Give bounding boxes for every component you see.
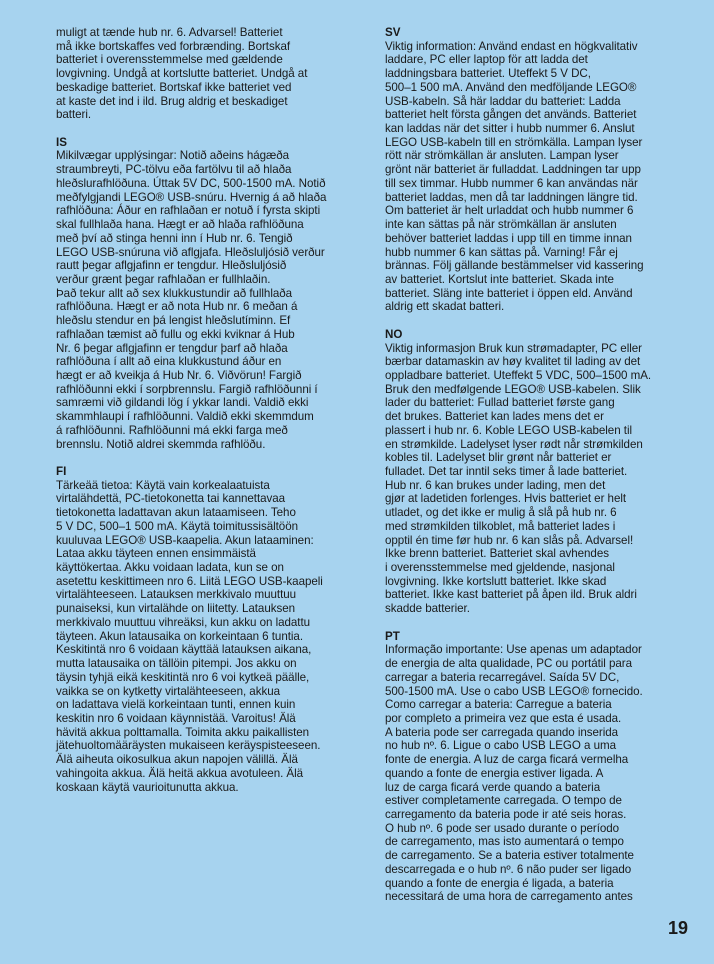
section-heading-no: NO <box>385 327 403 341</box>
section-heading-fi: FI <box>56 465 67 478</box>
right-column <box>385 26 677 904</box>
left-column <box>56 26 354 794</box>
section-text-da-continued: muligt at tænde hub nr. 6. Advarsel! Batteriet må ikke bortskaffes ved forbrænding. Bortskaf batteriet i overensstemmelse med gældende lovgivning. Undgå at kortslutte batteriet. Undgå at beskadige batteriet. Bortskaf ikke batteriet ved at kaste det ind i ild. Brug aldrig et beskadiget batteri. <box>56 26 308 122</box>
section-text-no: Viktig informasjon Bruk kun strømadapter, PC eller bærbar datamaskin av høy kvalitet til lading av det oppladbare batteriet. Uteffekt 5 VDC, 500–1500 mA. Bruk den medfølgende LEGO® USB-kabelen. Slik lader du batteriet: Fullad batteriet første gang det brukes. Batteriet kan lades mens det er plassert i hub nr. 6. Koble LEGO USB-kabelen til en strømkilde. Ladelyset lyser rødt når strømkilden kobles til. Ladelyset blir grønt når batteriet er fulladet. Det tar inntil seks timer å lade batteriet. Hub nr. 6 kan brukes under lading, men det gjør at ladetiden forlenges. Hvis batteriet er helt utladet, og det ikke er mulig å slå på hub nr. 6 med strømkilden tilkoblet, må batteriet lades i opptil én time før hub nr. 6 kan slås på. Advarsel! Ikke brenn batteriet. Batteriet skal avhendes i overensstemmelse med gjeldende, nasjonal lovgivning. Ikke kortslutt batteriet. Ikke skad batteriet. Ikke kast batteriet på åpen ild. Bruk aldri skadde batterier. <box>385 341 652 616</box>
section-text-fi: Tärkeää tietoa: Käytä vain korkealaatuista virtalähdettä, PC-tietokonetta tai kannettavaa tietokonetta ladattavan akun lataamiseen. Teho 5 V DC, 500–1 500 mA. Käytä toimitussisältöön kuuluvaa LEGO® USB-kaapelia. Akun lataaminen: Lataa akku täyteen ennen ensimmäistä käyttökertaa. Akku voidaan ladata, kun se on asetettu keskittimeen nro 6. Liitä LEGO USB-kaapeli virtalähteeseen. Latauksen merkkivalo muuttuu punaiseksi, kun virtalähde on liitetty. Latauksen merkkivalo muuttuu vihreäksi, kun akku on ladattu täyteen. Akun latausaika on korkeintaan 6 tuntia. Keskitintä nro 6 voidaan käyttää latauksen aikana, mutta latausaika on tällöin pitempi. Jos akku on täysin tyhjä eikä keskitintä nro 6 voi kytkeä päälle, vaikka se on kytketty virtalähteeseen, akkua on ladattava vielä korkeintaan tunti, ennen kuin keskitin nro 6 voidaan käynnistää. Varoitus! Älä hävitä akkua polttamalla. Toimita akku paikallisten jätehuoltomääräysten mukaiseen keräyspisteeseen. Älä aiheuta oikosulkua akun napojen välillä. Älä vahingoita akkua. Älä heitä akkua avotuleen. Älä koskaan käytä vaurioitunutta akkua. <box>56 478 323 794</box>
section-heading-is: IS <box>56 135 67 149</box>
section-heading-pt: PT <box>385 629 400 643</box>
page-number: 19 <box>667 918 688 938</box>
section-text-pt: Informação importante: Use apenas um adaptador de energia de alta qualidade, PC ou portátil para carregar a bateria recarregável. Saída 5V DC, 500-1500 mA. Use o cabo USB LEGO® fornecido. Como carregar a bateria: Carregue a bateria por completo a primeira vez que esta é usada. A bateria pode ser carregada quando inserida no hub nº. 6. Ligue o cabo USB LEGO a uma fonte de energia. A luz de carga ficará vermelha quando a fonte de energia estiver ligada. A luz de carga ficará verde quando a bateria estiver completamente carregada. O tempo de carregamento da bateria pode ir até seis horas. O hub nº. 6 pode ser usado durante o período de carregamento, mas isto aumentará o tempo de carregamento. Se a bateria estiver totalmente descarregada e o hub nº. 6 não puder ser ligado quando a fonte de energia é ligada, a bateria necessitará de uma hora de carregamento antes <box>385 643 643 904</box>
section-text-sv: Viktig information: Använd endast en högkvalitativ laddare, PC eller laptop för att ladda det laddningsbara batteriet. Uteffekt 5 V DC, 500–1 500 mA. Använd den medföljande LEGO® USB-kabeln. Så här laddar du batteriet: Ladda batteriet helt första gången det används. Batteriet kan laddas när det sitter i hubb nummer 6. Anslut LEGO USB-kabeln till en strömkälla. Lampan lyser rött när strömkällan är ansluten. Lampan lyser grönt när batteriet är fulladdat. Laddningen tar upp till sex timmar. Hubb nummer 6 kan användas när batteriet laddas, men då tar laddningen längre tid. Om batteriet är helt urladdat och hubb nummer 6 inte kan sättas på när strömkällan är ansluten behöver batteriet laddas i upp till en timme innan hubb nummer 6 kan sättas på. Varning! Får ej brännas. Följ gällande bestämmelser vid kassering av batteriet. Kortslut inte batteriet. Skada inte batteriet. Släng inte batteriet i öppen eld. Använd aldrig ett skadat batteri. <box>385 39 644 314</box>
section-heading-sv: SV <box>385 26 401 39</box>
section-text-is: Mikilvægar upplýsingar: Notið aðeins hágæða straumbreyti, PC-tölvu eða fartölvu til að hlaða hleðslurafhlöðuna. Úttak 5V DC, 500-1500 mA. Notið meðfylgjandi LEGO® USB-snúru. Hvernig á að hlaða rafhlöðuna: Áður en rafhlaðan er notuð í fyrsta skipti skal fullhlaða hana. Hægt er að hlaða rafhlöðuna með því að stinga henni inn í Hub nr. 6. Tengið LEGO USB-snúruna við aflgjafa. Hleðsluljósið verður rautt þegar aflgjafinn er tengdur. Hleðsluljósið verður grænt þegar rafhlaðan er fullhlaðin. Það tekur allt að sex klukkustundir að fullhlaða rafhlöðuna. Hægt er að nota Hub nr. 6 meðan á hleðslu stendur en þá lengist hleðslutíminn. Ef rafhlaðan tæmist að fullu og ekki kviknar á Hub Nr. 6 þegar aflgjafinn er tengdur þarf að hlaða rafhlöðuna í allt að eina klukkustund áður en hægt er að kveikja á Hub Nr. 6. Viðvörun! Fargið rafhlöðunni ekki í sorpbrennslu. Fargið rafhlöðunni í samræmi við gildandi lög í ykkar landi. Valdið ekki skammhlaupi í rafhlöðunni. Valdið ekki skemmdum á rafhlöðunni. Rafhlöðunni má ekki farga með brennslu. Notið aldrei skemmda rafhlöðu. <box>56 149 327 451</box>
